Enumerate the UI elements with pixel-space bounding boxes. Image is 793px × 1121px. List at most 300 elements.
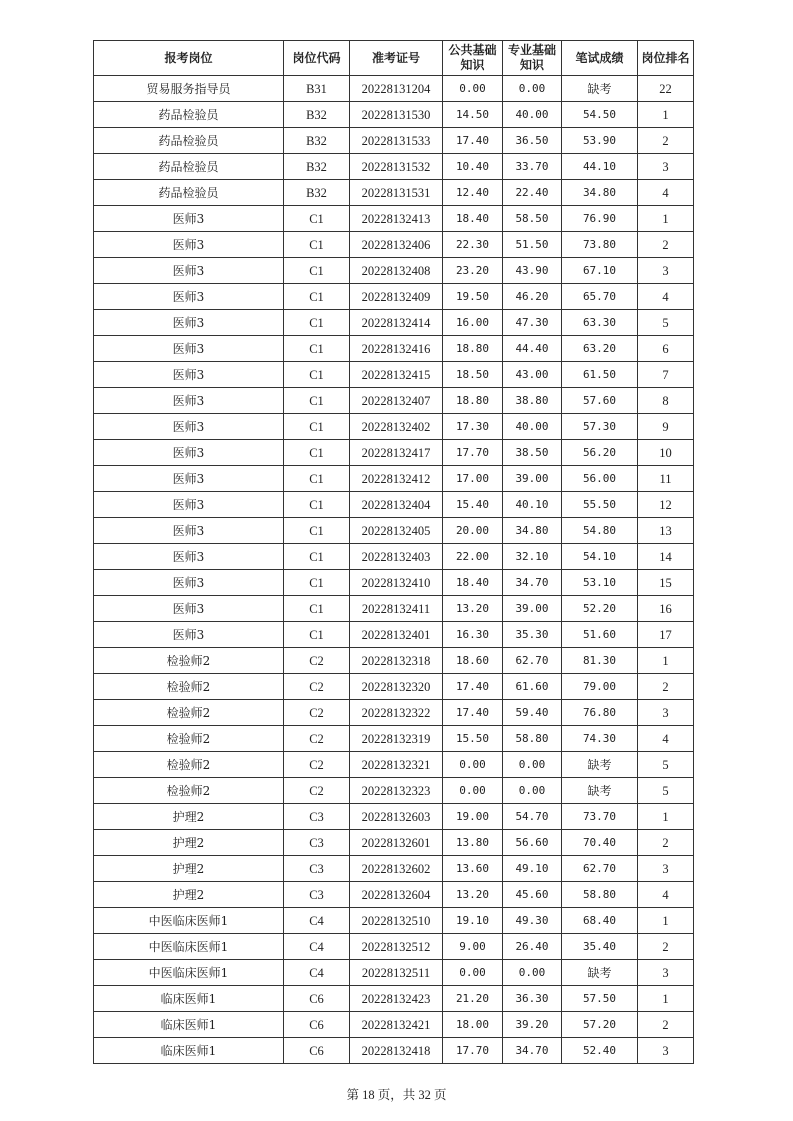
table-row [94, 752, 694, 778]
cell-ticket-number: 20228132417 [350, 440, 443, 466]
cell-public-knowledge: 19.10 [443, 908, 503, 934]
cell-rank: 4 [638, 726, 694, 752]
table-row [94, 284, 694, 310]
cell-position: 中医临床医师1 [94, 934, 284, 960]
cell-position: 护理2 [94, 856, 284, 882]
cell-rank: 5 [638, 778, 694, 804]
cell-written-score: 58.80 [562, 882, 638, 908]
cell-rank: 4 [638, 284, 694, 310]
cell-professional-knowledge: 47.30 [503, 310, 562, 336]
cell-professional-knowledge: 0.00 [503, 778, 562, 804]
cell-written-score: 56.00 [562, 466, 638, 492]
cell-professional-knowledge: 0.00 [503, 960, 562, 986]
cell-position: 临床医师1 [94, 986, 284, 1012]
cell-ticket-number: 20228132402 [350, 414, 443, 440]
cell-professional-knowledge: 59.40 [503, 700, 562, 726]
cell-professional-knowledge: 40.10 [503, 492, 562, 518]
cell-position: 医师3 [94, 206, 284, 232]
table-row [94, 934, 694, 960]
cell-written-score: 54.50 [562, 102, 638, 128]
cell-rank: 2 [638, 830, 694, 856]
cell-public-knowledge: 9.00 [443, 934, 503, 960]
cell-ticket-number: 20228132412 [350, 466, 443, 492]
cell-public-knowledge: 18.60 [443, 648, 503, 674]
cell-position-code: C2 [284, 674, 350, 700]
cell-rank: 12 [638, 492, 694, 518]
table-row [94, 778, 694, 804]
header-position-code: 岗位代码 [284, 41, 350, 76]
cell-rank: 4 [638, 882, 694, 908]
cell-rank: 17 [638, 622, 694, 648]
cell-public-knowledge: 0.00 [443, 960, 503, 986]
cell-position-code: C3 [284, 830, 350, 856]
cell-position-code: C1 [284, 232, 350, 258]
cell-public-knowledge: 18.40 [443, 206, 503, 232]
cell-ticket-number: 20228132409 [350, 284, 443, 310]
table-row [94, 830, 694, 856]
cell-professional-knowledge: 0.00 [503, 752, 562, 778]
cell-rank: 6 [638, 336, 694, 362]
cell-position: 医师3 [94, 414, 284, 440]
cell-ticket-number: 20228132404 [350, 492, 443, 518]
cell-rank: 8 [638, 388, 694, 414]
cell-rank: 3 [638, 258, 694, 284]
cell-rank: 2 [638, 1012, 694, 1038]
cell-ticket-number: 20228131530 [350, 102, 443, 128]
cell-rank: 3 [638, 700, 694, 726]
cell-position-code: C1 [284, 284, 350, 310]
cell-position: 医师3 [94, 518, 284, 544]
table-row [94, 76, 694, 102]
cell-position: 医师3 [94, 466, 284, 492]
cell-written-score: 54.10 [562, 544, 638, 570]
cell-professional-knowledge: 61.60 [503, 674, 562, 700]
cell-position-code: C1 [284, 258, 350, 284]
cell-written-score: 73.70 [562, 804, 638, 830]
cell-public-knowledge: 15.40 [443, 492, 503, 518]
table-row [94, 622, 694, 648]
cell-position: 医师3 [94, 388, 284, 414]
cell-position: 护理2 [94, 830, 284, 856]
cell-position: 医师3 [94, 232, 284, 258]
cell-public-knowledge: 15.50 [443, 726, 503, 752]
cell-position-code: C3 [284, 856, 350, 882]
cell-professional-knowledge: 33.70 [503, 154, 562, 180]
cell-written-score: 79.00 [562, 674, 638, 700]
cell-ticket-number: 20228132601 [350, 830, 443, 856]
table-row [94, 596, 694, 622]
cell-ticket-number: 20228132407 [350, 388, 443, 414]
cell-public-knowledge: 0.00 [443, 778, 503, 804]
cell-written-score: 缺考 [562, 752, 638, 778]
cell-professional-knowledge: 40.00 [503, 414, 562, 440]
cell-ticket-number: 20228132414 [350, 310, 443, 336]
cell-written-score: 65.70 [562, 284, 638, 310]
table-row [94, 336, 694, 362]
cell-position-code: B32 [284, 180, 350, 206]
cell-position: 医师3 [94, 570, 284, 596]
cell-written-score: 44.10 [562, 154, 638, 180]
cell-professional-knowledge: 26.40 [503, 934, 562, 960]
cell-ticket-number: 20228132406 [350, 232, 443, 258]
cell-written-score: 57.50 [562, 986, 638, 1012]
cell-written-score: 57.30 [562, 414, 638, 440]
cell-public-knowledge: 0.00 [443, 752, 503, 778]
cell-written-score: 53.90 [562, 128, 638, 154]
header-professional-knowledge: 专业基础知识 [503, 41, 562, 76]
cell-position-code: C2 [284, 726, 350, 752]
cell-public-knowledge: 17.40 [443, 674, 503, 700]
cell-position-code: C1 [284, 596, 350, 622]
table-row [94, 648, 694, 674]
cell-public-knowledge: 22.30 [443, 232, 503, 258]
cell-written-score: 35.40 [562, 934, 638, 960]
cell-written-score: 57.60 [562, 388, 638, 414]
cell-ticket-number: 20228131533 [350, 128, 443, 154]
cell-rank: 10 [638, 440, 694, 466]
cell-ticket-number: 20228132403 [350, 544, 443, 570]
cell-written-score: 76.80 [562, 700, 638, 726]
cell-position-code: B32 [284, 154, 350, 180]
table-row [94, 440, 694, 466]
page-number: 第 18 页，共 32 页 [346, 1088, 447, 1102]
cell-written-score: 52.20 [562, 596, 638, 622]
header-rank: 岗位排名 [638, 41, 694, 76]
table-row [94, 492, 694, 518]
cell-written-score: 54.80 [562, 518, 638, 544]
cell-ticket-number: 20228132510 [350, 908, 443, 934]
table-body [94, 76, 694, 1064]
cell-position-code: C4 [284, 908, 350, 934]
cell-position: 药品检验员 [94, 102, 284, 128]
cell-rank: 5 [638, 310, 694, 336]
cell-professional-knowledge: 32.10 [503, 544, 562, 570]
cell-public-knowledge: 18.00 [443, 1012, 503, 1038]
table-row [94, 1038, 694, 1064]
cell-public-knowledge: 17.70 [443, 440, 503, 466]
table-row [94, 908, 694, 934]
cell-professional-knowledge: 56.60 [503, 830, 562, 856]
cell-public-knowledge: 18.80 [443, 388, 503, 414]
cell-public-knowledge: 18.40 [443, 570, 503, 596]
cell-professional-knowledge: 44.40 [503, 336, 562, 362]
cell-rank: 2 [638, 128, 694, 154]
cell-public-knowledge: 17.30 [443, 414, 503, 440]
cell-position-code: C2 [284, 700, 350, 726]
cell-rank: 4 [638, 180, 694, 206]
cell-public-knowledge: 23.20 [443, 258, 503, 284]
cell-position-code: B32 [284, 102, 350, 128]
cell-position: 医师3 [94, 492, 284, 518]
cell-position: 护理2 [94, 804, 284, 830]
cell-public-knowledge: 17.40 [443, 700, 503, 726]
cell-written-score: 61.50 [562, 362, 638, 388]
cell-public-knowledge: 17.70 [443, 1038, 503, 1064]
cell-ticket-number: 20228132413 [350, 206, 443, 232]
cell-rank: 2 [638, 232, 694, 258]
cell-written-score: 51.60 [562, 622, 638, 648]
cell-position: 药品检验员 [94, 180, 284, 206]
table-row [94, 674, 694, 700]
cell-position: 药品检验员 [94, 128, 284, 154]
cell-rank: 1 [638, 648, 694, 674]
table-row [94, 1012, 694, 1038]
cell-rank: 13 [638, 518, 694, 544]
cell-position: 医师3 [94, 362, 284, 388]
cell-position-code: C1 [284, 310, 350, 336]
cell-public-knowledge: 16.00 [443, 310, 503, 336]
cell-professional-knowledge: 38.80 [503, 388, 562, 414]
cell-professional-knowledge: 39.00 [503, 466, 562, 492]
cell-written-score: 53.10 [562, 570, 638, 596]
table-row [94, 466, 694, 492]
cell-position-code: C1 [284, 440, 350, 466]
cell-position-code: C3 [284, 804, 350, 830]
cell-ticket-number: 20228132321 [350, 752, 443, 778]
cell-public-knowledge: 22.00 [443, 544, 503, 570]
cell-professional-knowledge: 36.50 [503, 128, 562, 154]
cell-professional-knowledge: 35.30 [503, 622, 562, 648]
cell-ticket-number: 20228132423 [350, 986, 443, 1012]
cell-position-code: C4 [284, 934, 350, 960]
cell-rank: 16 [638, 596, 694, 622]
cell-position: 中医临床医师1 [94, 960, 284, 986]
cell-rank: 1 [638, 908, 694, 934]
cell-rank: 3 [638, 154, 694, 180]
cell-position-code: C1 [284, 492, 350, 518]
cell-ticket-number: 20228131531 [350, 180, 443, 206]
cell-written-score: 70.40 [562, 830, 638, 856]
cell-written-score: 缺考 [562, 960, 638, 986]
cell-ticket-number: 20228132410 [350, 570, 443, 596]
cell-written-score: 缺考 [562, 778, 638, 804]
cell-position-code: C6 [284, 1012, 350, 1038]
cell-public-knowledge: 17.00 [443, 466, 503, 492]
cell-position: 贸易服务指导员 [94, 76, 284, 102]
header-written-score: 笔试成绩 [562, 41, 638, 76]
cell-position-code: C6 [284, 1038, 350, 1064]
cell-position-code: C1 [284, 388, 350, 414]
table-row [94, 518, 694, 544]
table-row [94, 388, 694, 414]
cell-professional-knowledge: 49.30 [503, 908, 562, 934]
cell-ticket-number: 20228132411 [350, 596, 443, 622]
cell-written-score: 67.10 [562, 258, 638, 284]
cell-public-knowledge: 19.50 [443, 284, 503, 310]
cell-position: 检验师2 [94, 674, 284, 700]
cell-professional-knowledge: 34.80 [503, 518, 562, 544]
cell-position: 药品检验员 [94, 154, 284, 180]
cell-rank: 14 [638, 544, 694, 570]
table-row [94, 206, 694, 232]
cell-professional-knowledge: 34.70 [503, 1038, 562, 1064]
cell-position-code: C6 [284, 986, 350, 1012]
cell-ticket-number: 20228132604 [350, 882, 443, 908]
cell-written-score: 63.20 [562, 336, 638, 362]
cell-ticket-number: 20228132421 [350, 1012, 443, 1038]
cell-position: 中医临床医师1 [94, 908, 284, 934]
header-position: 报考岗位 [94, 41, 284, 76]
table-row [94, 310, 694, 336]
cell-professional-knowledge: 43.90 [503, 258, 562, 284]
cell-position: 医师3 [94, 310, 284, 336]
cell-position-code: C1 [284, 518, 350, 544]
cell-public-knowledge: 16.30 [443, 622, 503, 648]
cell-position-code: C1 [284, 622, 350, 648]
cell-professional-knowledge: 0.00 [503, 76, 562, 102]
cell-position-code: C2 [284, 648, 350, 674]
cell-ticket-number: 20228132415 [350, 362, 443, 388]
table-row [94, 960, 694, 986]
table-row [94, 986, 694, 1012]
cell-ticket-number: 20228132318 [350, 648, 443, 674]
cell-position-code: C1 [284, 570, 350, 596]
cell-rank: 15 [638, 570, 694, 596]
cell-public-knowledge: 13.20 [443, 882, 503, 908]
table-row [94, 856, 694, 882]
cell-position-code: C1 [284, 206, 350, 232]
table-row [94, 128, 694, 154]
cell-ticket-number: 20228132320 [350, 674, 443, 700]
cell-professional-knowledge: 51.50 [503, 232, 562, 258]
table-row [94, 102, 694, 128]
table-row [94, 154, 694, 180]
cell-ticket-number: 20228132401 [350, 622, 443, 648]
table-row [94, 362, 694, 388]
cell-rank: 9 [638, 414, 694, 440]
cell-rank: 7 [638, 362, 694, 388]
cell-written-score: 57.20 [562, 1012, 638, 1038]
cell-position: 医师3 [94, 284, 284, 310]
cell-rank: 22 [638, 76, 694, 102]
cell-rank: 3 [638, 960, 694, 986]
cell-ticket-number: 20228132512 [350, 934, 443, 960]
cell-position-code: C4 [284, 960, 350, 986]
cell-public-knowledge: 13.80 [443, 830, 503, 856]
cell-position: 临床医师1 [94, 1012, 284, 1038]
cell-position-code: C2 [284, 778, 350, 804]
cell-professional-knowledge: 36.30 [503, 986, 562, 1012]
cell-professional-knowledge: 39.20 [503, 1012, 562, 1038]
cell-professional-knowledge: 54.70 [503, 804, 562, 830]
cell-position-code: C1 [284, 336, 350, 362]
cell-public-knowledge: 13.60 [443, 856, 503, 882]
cell-ticket-number: 20228132319 [350, 726, 443, 752]
cell-public-knowledge: 0.00 [443, 76, 503, 102]
cell-written-score: 缺考 [562, 76, 638, 102]
cell-ticket-number: 20228132602 [350, 856, 443, 882]
cell-written-score: 56.20 [562, 440, 638, 466]
cell-ticket-number: 20228132603 [350, 804, 443, 830]
table-header-row [94, 41, 694, 76]
cell-public-knowledge: 10.40 [443, 154, 503, 180]
cell-professional-knowledge: 22.40 [503, 180, 562, 206]
cell-position-code: C2 [284, 752, 350, 778]
cell-rank: 1 [638, 102, 694, 128]
table-row [94, 570, 694, 596]
cell-ticket-number: 20228132323 [350, 778, 443, 804]
cell-ticket-number: 20228131204 [350, 76, 443, 102]
cell-position-code: C3 [284, 882, 350, 908]
cell-written-score: 34.80 [562, 180, 638, 206]
cell-public-knowledge: 14.50 [443, 102, 503, 128]
cell-position: 检验师2 [94, 700, 284, 726]
cell-written-score: 76.90 [562, 206, 638, 232]
cell-professional-knowledge: 46.20 [503, 284, 562, 310]
cell-written-score: 73.80 [562, 232, 638, 258]
cell-rank: 1 [638, 986, 694, 1012]
cell-rank: 2 [638, 934, 694, 960]
cell-written-score: 74.30 [562, 726, 638, 752]
cell-written-score: 52.40 [562, 1038, 638, 1064]
cell-position: 检验师2 [94, 726, 284, 752]
cell-rank: 5 [638, 752, 694, 778]
cell-public-knowledge: 17.40 [443, 128, 503, 154]
cell-public-knowledge: 18.80 [443, 336, 503, 362]
cell-written-score: 68.40 [562, 908, 638, 934]
cell-public-knowledge: 21.20 [443, 986, 503, 1012]
cell-position-code: C1 [284, 544, 350, 570]
cell-professional-knowledge: 43.00 [503, 362, 562, 388]
cell-written-score: 81.30 [562, 648, 638, 674]
cell-position-code: C1 [284, 466, 350, 492]
cell-professional-knowledge: 62.70 [503, 648, 562, 674]
cell-ticket-number: 20228131532 [350, 154, 443, 180]
cell-position: 医师3 [94, 336, 284, 362]
cell-ticket-number: 20228132416 [350, 336, 443, 362]
cell-position: 医师3 [94, 258, 284, 284]
cell-professional-knowledge: 45.60 [503, 882, 562, 908]
cell-written-score: 63.30 [562, 310, 638, 336]
cell-ticket-number: 20228132322 [350, 700, 443, 726]
cell-written-score: 55.50 [562, 492, 638, 518]
table-row [94, 180, 694, 206]
cell-position: 检验师2 [94, 752, 284, 778]
cell-professional-knowledge: 34.70 [503, 570, 562, 596]
table-row [94, 232, 694, 258]
cell-position: 医师3 [94, 544, 284, 570]
cell-professional-knowledge: 38.50 [503, 440, 562, 466]
table-row [94, 414, 694, 440]
cell-rank: 11 [638, 466, 694, 492]
cell-position-code: B31 [284, 76, 350, 102]
cell-ticket-number: 20228132405 [350, 518, 443, 544]
cell-professional-knowledge: 40.00 [503, 102, 562, 128]
cell-rank: 3 [638, 1038, 694, 1064]
cell-position-code: C1 [284, 362, 350, 388]
cell-ticket-number: 20228132408 [350, 258, 443, 284]
table-row [94, 804, 694, 830]
cell-position: 检验师2 [94, 778, 284, 804]
cell-professional-knowledge: 49.10 [503, 856, 562, 882]
table-row [94, 882, 694, 908]
header-ticket-number: 准考证号 [350, 41, 443, 76]
header-public-knowledge: 公共基础知识 [443, 41, 503, 76]
cell-written-score: 62.70 [562, 856, 638, 882]
cell-position: 临床医师1 [94, 1038, 284, 1064]
cell-position: 检验师2 [94, 648, 284, 674]
cell-professional-knowledge: 58.50 [503, 206, 562, 232]
cell-position: 医师3 [94, 440, 284, 466]
cell-rank: 3 [638, 856, 694, 882]
cell-public-knowledge: 19.00 [443, 804, 503, 830]
cell-rank: 1 [638, 206, 694, 232]
cell-public-knowledge: 18.50 [443, 362, 503, 388]
table-row [94, 700, 694, 726]
table-row [94, 726, 694, 752]
score-table [93, 40, 694, 1064]
cell-position: 护理2 [94, 882, 284, 908]
